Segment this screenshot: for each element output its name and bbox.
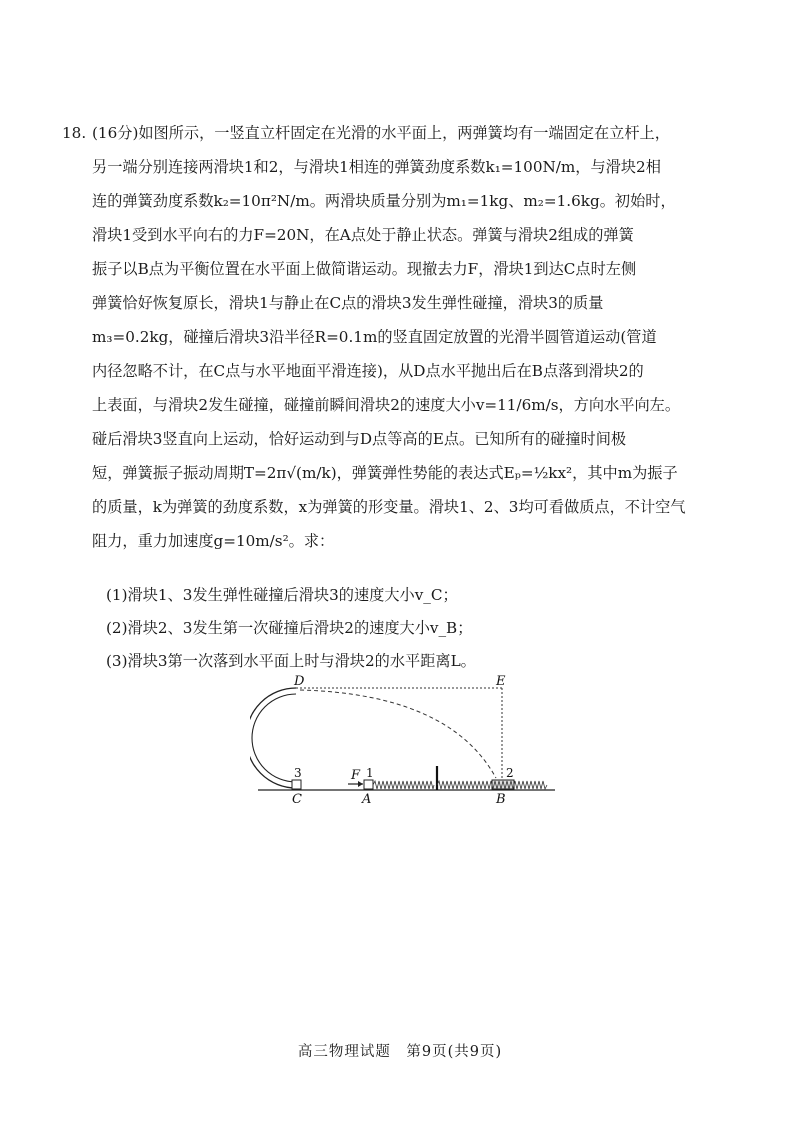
label-block-3: 3 xyxy=(294,766,302,780)
sub-question-3: (3)滑块3第一次落到水平面上时与滑块2的水平距离L。 xyxy=(106,652,476,670)
problem-line: m₃=0.2kg，碰撞后滑块3沿半径R=0.1m的竖直固定放置的光滑半圆管道运动(管道 xyxy=(92,328,657,346)
page-footer: 高三物理试题 第9页(共9页) xyxy=(297,1044,503,1060)
problem-line: 振子以B点为平衡位置在水平面上做简谐运动。现撤去力F，滑块1到达C点时左侧 xyxy=(92,260,637,278)
label-A: A xyxy=(362,792,372,807)
problem-line: 18. (16分)如图所示，一竖直立杆固定在光滑的水平面上，两弹簧均有一端固定在立杆上， xyxy=(92,116,724,150)
label-C: C xyxy=(292,792,302,807)
label-E: E xyxy=(496,674,506,689)
spring-1 xyxy=(373,781,434,789)
problem-line: 上表面，与滑块2发生碰撞，碰撞前瞬间滑块2的速度大小v=11/6m/s，方向水平向左。 xyxy=(92,396,681,414)
problem-line: 短，弹簧振子振动周期T=2π√(m/k)，弹簧弹性势能的表达式Eₚ=½kx²，其中m为振子 xyxy=(92,464,678,482)
physics-diagram xyxy=(250,668,560,808)
semicircle-tube-outer xyxy=(250,688,296,788)
problem-line: 弹簧恰好恢复原长，滑块1与静止在C点的滑块3发生弹性碰撞，滑块3的质量 xyxy=(92,294,604,312)
problem-line: 滑块1受到水平向右的力F=20N，在A点处于静止状态。弹簧与滑块2组成的弹簧 xyxy=(92,226,634,244)
projectile-trajectory xyxy=(300,690,496,778)
problem-line: 的质量，k为弹簧的劲度系数，x为弹簧的形变量。滑块1、2、3均可看做质点，不计空气 xyxy=(92,498,686,516)
label-block-1: 1 xyxy=(366,766,374,780)
semicircle-tube-inner xyxy=(252,694,296,782)
label-B: B xyxy=(496,792,506,807)
problem-line: 阻力，重力加速度g=10m/s²。求： xyxy=(92,532,335,550)
question-number: 18. xyxy=(62,124,87,142)
sub-question-1: (1)滑块1、3发生弹性碰撞后滑块3的速度大小v_C； xyxy=(106,586,458,604)
label-block-2: 2 xyxy=(506,766,514,780)
problem-line: 内径忽略不计，在C点与水平地面平滑连接)，从D点水平抛出后在B点落到滑块2的 xyxy=(92,362,644,380)
label-F: F xyxy=(351,768,361,783)
problem-18 xyxy=(62,116,724,558)
sub-question-2: (2)滑块2、3发生第一次碰撞后滑块2的速度大小v_B； xyxy=(106,619,473,637)
block-3 xyxy=(292,780,301,789)
block-1 xyxy=(364,780,373,789)
problem-line: 碰后滑块3竖直向上运动，恰好运动到与D点等高的E点。已知所有的碰撞时间极 xyxy=(92,430,627,448)
label-D: D xyxy=(294,674,305,689)
problem-line: 连的弹簧劲度系数k₂=10π²N/m。两滑块质量分别为m₁=1kg、m₂=1.6kg。初始时， xyxy=(92,192,676,210)
problem-line: 另一端分别连接两滑块1和2，与滑块1相连的弹簧劲度系数k₁=100N/m，与滑块2相 xyxy=(92,158,661,176)
